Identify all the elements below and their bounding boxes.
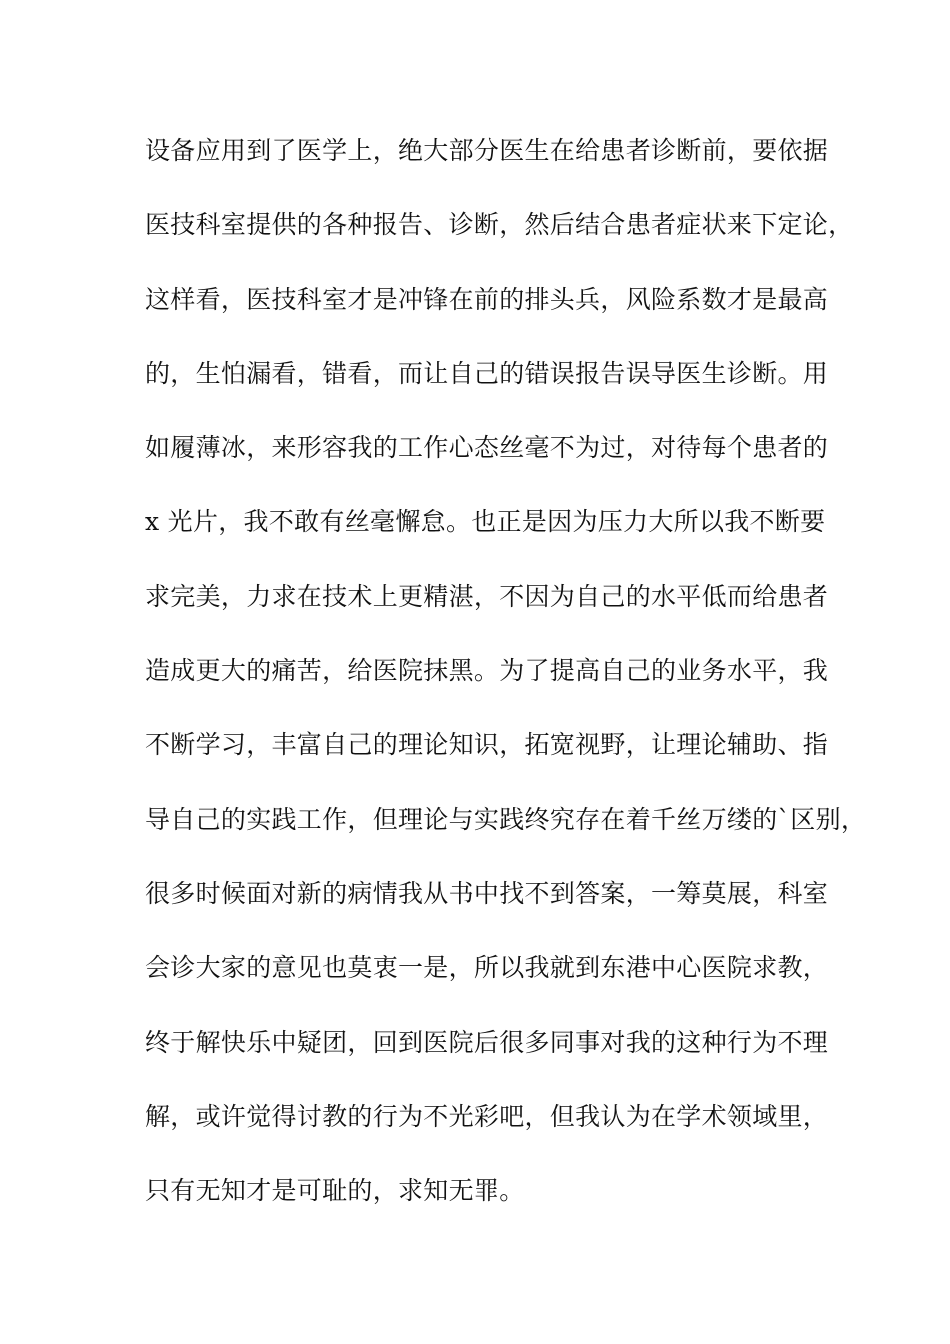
text-line: 很多时候面对新的病情我从书中找不到答案，一筹莫展，科室 — [145, 878, 829, 908]
body-paragraph — [145, 132, 867, 1246]
text-line: 如履薄冰，来形容我的工作心态丝毫不为过，对待每个患者的 — [145, 433, 829, 463]
text-line: 这样看，医技科室才是冲锋在前的排头兵，风险系数才是最高 — [145, 284, 829, 314]
text-line: x 光片，我不敢有丝毫懈怠。也正是因为压力大所以我不断要 — [145, 507, 826, 537]
text-line: 不断学习，丰富自己的理论知识，拓宽视野，让理论辅助、指 — [145, 730, 829, 760]
text-line: 会诊大家的意见也莫衷一是，所以我就到东港中心医院求教， — [145, 953, 829, 983]
text-line: 设备应用到了医学上，绝大部分医生在给患者诊断前，要依据 — [145, 136, 829, 165]
text-line: 的，生怕漏看，错看，而让自己的错误报告误导医生诊断。用 — [145, 358, 829, 388]
text-line: 解，或许觉得讨教的行为不光彩吧，但我认为在学术领域里， — [145, 1101, 829, 1131]
text-line: 导自己的实践工作，但理论与实践终究存在着千丝万缕的`区别， — [145, 804, 867, 834]
text-line: 求完美，力求在技术上更精湛，不因为自己的水平低而给患者 — [145, 581, 829, 611]
text-line: 终于解快乐中疑团，回到医院后很多同事对我的这种行为不理 — [145, 1027, 829, 1057]
text-line: 只有无知才是可耻的，求知无罪。 — [145, 1176, 525, 1206]
text-line: 造成更大的痛苦，给医院抹黑。为了提高自己的业务水平，我 — [145, 656, 829, 686]
text-line: 医技科室提供的各种报告、诊断，然后结合患者症状来下定论， — [145, 210, 854, 240]
